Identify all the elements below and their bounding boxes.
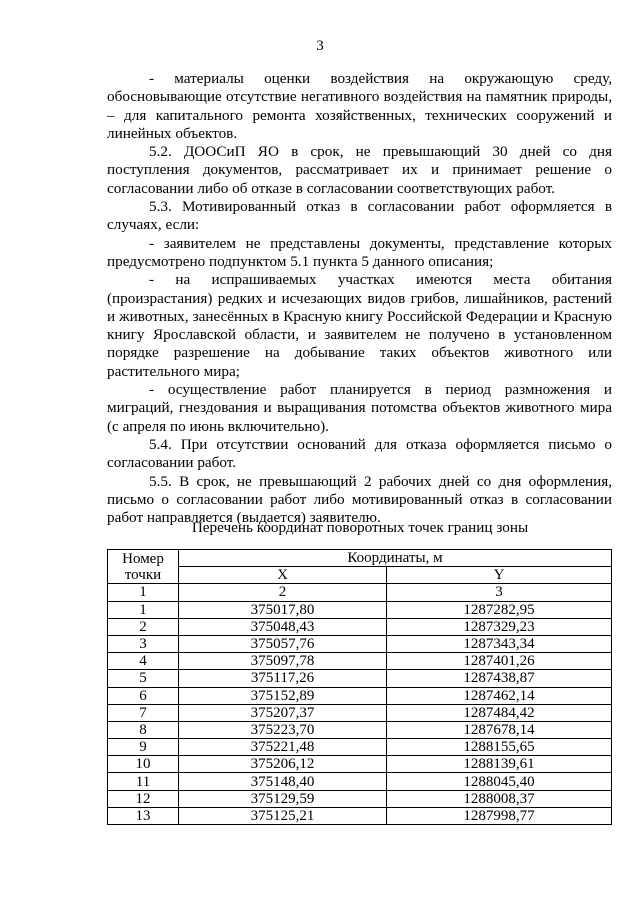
cell-point-number: 10 <box>108 756 179 773</box>
cell-point-number: 2 <box>108 618 179 635</box>
cell-x: 375117,26 <box>179 670 387 687</box>
cell-y: 1287329,23 <box>387 618 612 635</box>
paragraph: 5.2. ДООСиП ЯО в срок, не превышающий 30 дней со дня поступления документов, рассматривает их и принимает решение о согласовании либо об отказе в согласовании соответствующих работ. <box>107 143 612 197</box>
paragraph: 5.5. В срок, не превышающий 2 рабочих дней со дня оформления, письмо о согласовании работ либо мотивированный отказ в согласовании работ направляется (выдается) заявителю. <box>107 472 612 527</box>
table-row <box>108 618 612 635</box>
cell-x: 375129,59 <box>179 790 387 807</box>
cell-y: 1288155,65 <box>387 739 612 756</box>
paragraph: - на испрашиваемых участках имеются места обитания (произрастания) редких и исчезающих видов грибов, лишайников, растений и животных, занесённых в Красную книгу Российской Федерации и Красную книгу Ярославской области, и заявителем не получено в установленном порядке разрешение на добывание таких объектов животного или растительного мира; <box>107 271 612 380</box>
header-x: X <box>179 567 387 584</box>
header-point-line1: Номер <box>122 550 164 567</box>
cell-x: 375057,76 <box>179 635 387 652</box>
cell-y: 1287401,26 <box>387 653 612 670</box>
paragraph: 5.3. Мотивированный отказ в согласовании работ оформляется в случаях, если: <box>107 198 612 234</box>
cell-point-number: 12 <box>108 790 179 807</box>
column-number: 1 <box>108 584 179 601</box>
header-point-number <box>108 550 179 584</box>
table-row <box>108 756 612 773</box>
cell-y: 1287343,34 <box>387 635 612 652</box>
cell-point-number: 11 <box>108 773 179 790</box>
page-number: 3 <box>316 38 324 54</box>
table-row <box>108 807 612 824</box>
table-row <box>108 790 612 807</box>
cell-point-number: 1 <box>108 601 179 618</box>
cell-x: 375206,12 <box>179 756 387 773</box>
header-point-line2: точки <box>124 566 162 583</box>
cell-point-number: 4 <box>108 653 179 670</box>
paragraph: 5.4. При отсутствии оснований для отказа оформляется письмо о согласовании работ. <box>107 435 612 472</box>
cell-y: 1287998,77 <box>387 807 612 824</box>
coordinates-table <box>107 549 612 825</box>
column-number-row <box>108 584 612 601</box>
table-row <box>108 601 612 618</box>
cell-y: 1288045,40 <box>387 773 612 790</box>
table-row <box>108 773 612 790</box>
paragraph: - материалы оценки воздействия на окружающую среду, обосновывающие отсутствие негативного воздействия на памятник природы, – для капитального ремонта хозяйственных, технических сооружений и линейных объектов. <box>107 70 612 142</box>
cell-x: 375148,40 <box>179 773 387 790</box>
cell-point-number: 7 <box>108 704 179 721</box>
header-y: Y <box>387 567 612 584</box>
cell-x: 375223,70 <box>179 721 387 738</box>
cell-x: 375017,80 <box>179 601 387 618</box>
table-row <box>108 635 612 652</box>
cell-point-number: 8 <box>108 721 179 738</box>
table-row <box>108 687 612 704</box>
cell-point-number: 3 <box>108 635 179 652</box>
column-number: 2 <box>179 584 387 601</box>
cell-x: 375097,78 <box>179 653 387 670</box>
cell-y: 1287438,87 <box>387 670 612 687</box>
cell-x: 375152,89 <box>179 687 387 704</box>
cell-x: 375207,37 <box>179 704 387 721</box>
cell-y: 1287462,14 <box>387 687 612 704</box>
table-row <box>108 721 612 738</box>
table-row <box>108 739 612 756</box>
cell-y: 1287678,14 <box>387 721 612 738</box>
cell-point-number: 6 <box>108 687 179 704</box>
cell-y: 1288008,37 <box>387 790 612 807</box>
cell-y: 1287282,95 <box>387 601 612 618</box>
cell-y: 1287484,42 <box>387 704 612 721</box>
cell-x: 375048,43 <box>179 618 387 635</box>
cell-x: 375221,48 <box>179 739 387 756</box>
table-row <box>108 653 612 670</box>
cell-point-number: 9 <box>108 739 179 756</box>
paragraph: - осуществление работ планируется в период размножения и миграций, гнездования и выращивания потомства объектов животного мира (с апреля по июнь включительно). <box>107 381 612 435</box>
header-coordinates: Координаты, м <box>179 550 612 567</box>
cell-y: 1288139,61 <box>387 756 612 773</box>
table-header-row <box>108 550 612 567</box>
table-title: Перечень координат поворотных точек границ зоны <box>191 519 529 536</box>
column-number: 3 <box>387 584 612 601</box>
cell-point-number: 5 <box>108 670 179 687</box>
table-header-row <box>108 567 612 584</box>
cell-point-number: 13 <box>108 807 179 824</box>
table-row <box>108 704 612 721</box>
paragraph: - заявителем не представлены документы, представление которых предусмотрено подпунктом 5.1 пункта 5 данного описания; <box>107 234 612 270</box>
cell-x: 375125,21 <box>179 807 387 824</box>
table-row <box>108 670 612 687</box>
document-body <box>107 70 612 527</box>
